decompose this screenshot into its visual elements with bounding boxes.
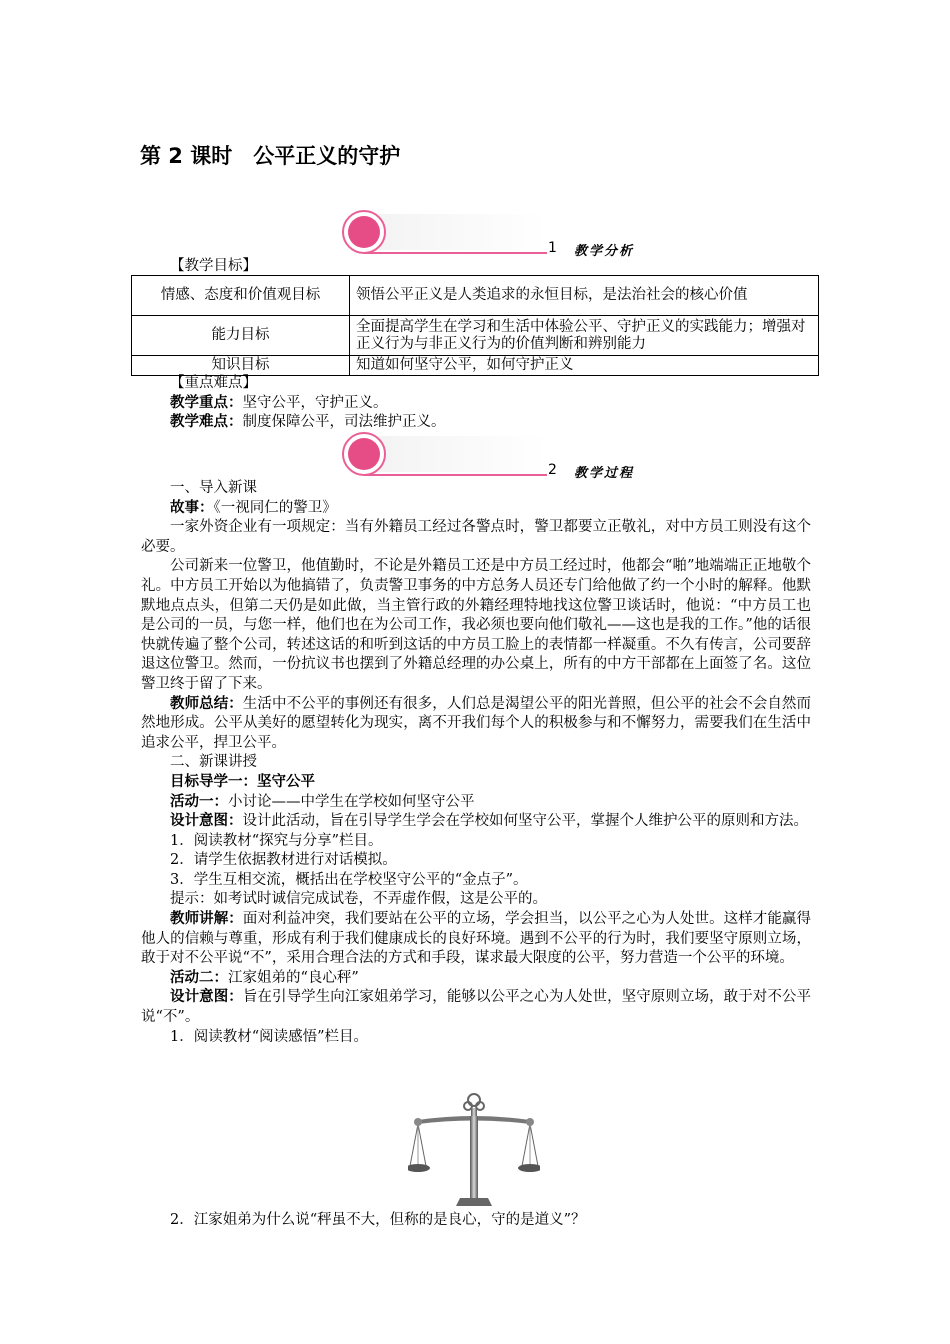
intent1: [141, 812, 811, 832]
final-question-block: [141, 1211, 811, 1231]
banner-line: [364, 474, 547, 476]
activity1: [141, 793, 811, 813]
banner-label: 教学过程: [574, 466, 635, 481]
goal1-heading: 目标导学一：坚守公平: [170, 773, 315, 790]
summary-text: 生活中不公平的事例还有很多，人们总是渴望公平的阳光普照，但公平的社会不会自然而然地形成。公平从美好的愿望转化为现实，离不开我们每个人的积极参与和不懈努力，需要我们在生活中追求公平，捍卫公平。: [141, 695, 812, 751]
part1-heading: 一、导入新课: [170, 480, 257, 496]
key-point-text: 坚守公平，守护正义。: [242, 394, 388, 411]
intent-label: 设计意图：: [170, 813, 243, 830]
lesson-body: [141, 479, 811, 1047]
banner-band: [368, 436, 548, 472]
step-item: 2．请学生依据教材进行对话模拟。: [170, 852, 397, 869]
goal-value: 全面提高学生在学习和生活中体验公平、守护正义的实践能力；增强对正义行为与非正义行为的价值判断和辨别能力: [350, 316, 819, 356]
intent-text: 旨在引导学生向江家姐弟学习，能够以公平之心为人处世，坚守原则立场，敢于对不公平说“不”。: [141, 989, 812, 1026]
banner-dot-icon: [348, 216, 380, 248]
activity2-title: 江家姐弟的“良心秤”: [228, 969, 359, 986]
part2-heading: 二、新课讲授: [170, 754, 257, 771]
goal-value: 领悟公平正义是人类追求的永恒目标，是法治社会的核心价值: [350, 276, 819, 316]
goals-heading: 【教学目标】: [170, 258, 257, 274]
story-title: 《一视同仁的警卫》: [213, 499, 337, 516]
key-point: [141, 394, 811, 414]
story-line: [141, 499, 811, 519]
goal-value: 知道如何坚守公平，如何守护正义: [350, 356, 819, 376]
banner-line: [364, 252, 547, 254]
activity2: [141, 969, 811, 989]
goal-key: 知识目标: [132, 356, 350, 376]
banner-band: [368, 214, 548, 250]
activity1-title: 小讨论——中学生在学校如何坚守公平: [228, 793, 475, 810]
summary-label: 教师总结：: [170, 695, 243, 712]
intent-text: 设计此活动，旨在引导学生学会在学校如何坚守公平，掌握个人维护公平的原则和方法。: [242, 813, 808, 830]
banner-number: 1: [548, 240, 557, 256]
step-item: 1．阅读教材“探究与分享”栏目。: [170, 832, 383, 849]
table-row: [132, 316, 819, 356]
intent-label: 设计意图：: [170, 989, 243, 1006]
section-banner-analysis: [342, 210, 662, 258]
table-row: [132, 276, 819, 316]
teacher-summary: [141, 695, 811, 754]
key-point-label: 教学难点：: [170, 414, 243, 431]
story-label: 故事：: [170, 499, 214, 516]
step-item: 2．江家姐弟为什么说“秤虽不大，但称的是良心，守的是道义”？: [170, 1212, 586, 1228]
table-row: [132, 356, 819, 376]
story-paragraph: 公司新来一位警卫，他值勤时，不论是外籍员工还是中方员工经过时，他都会“啪”地端端正正地敬个礼。中方员工开始以为他搞错了，负责警卫事务的中方总务人员还专门给他做了约一个小时的解释。他默默地点点头，但第二天仍是如此做，当主管行政的外籍经理特地找这位警卫谈话时，他说：“中方员工也是公司的一员，与您一样，他们也在为公司工作，我必须也要向他们敬礼——这也是我的工作。”他的话很快就传遍了整个公司，转述这话的和听到这话的中方员工脸上的表情都一样凝重。不久有传言，公司要辞退这位警卫。然而，一份抗议书也摆到了外籍总经理的办公桌上，所有的中方干部都在上面签了名。这位警卫终于留了下来。: [141, 558, 811, 692]
key-point: [141, 413, 811, 433]
activity1-label: 活动一：: [170, 793, 228, 810]
goals-heading-block: [141, 257, 811, 277]
step-item: 3．学生互相交流，概括出在学校坚守公平的“金点子”。: [170, 871, 528, 888]
explain-text: 面对利益冲突，我们要站在公平的立场，学会担当，以公平之心为人处世。这样才能赢得他人的信赖与尊重，形成有利于我们健康成长的良好环境。遇到不公平的行为时，我们要坚守原则立场，敢于对不公平说“不”，采用合理合法的方式和手段，谋求最大限度的公平，努力营造一个公平的环境。: [141, 911, 812, 967]
goal-key: 能力目标: [132, 316, 350, 356]
page-title: 第 2 课时 公平正义的守护: [140, 144, 401, 168]
key-point-label: 教学重点：: [170, 394, 243, 411]
step-item: 1．阅读教材“阅读感悟”栏目。: [170, 1028, 369, 1045]
hint: 提示：如考试时诚信完成试卷，不弄虚作假，这是公平的。: [170, 891, 547, 908]
key-heading: 【重点难点】: [170, 375, 257, 391]
key-points-block: [141, 374, 811, 433]
intent2: [141, 988, 811, 1027]
banner-number: 2: [548, 462, 557, 478]
section-banner-process: [342, 432, 662, 480]
explain-label: 教师讲解：: [170, 911, 243, 928]
key-point-text: 制度保障公平，司法维护正义。: [242, 414, 446, 431]
teacher-explain: [141, 910, 811, 969]
goals-table: [131, 275, 819, 376]
banner-dot-icon: [348, 438, 380, 470]
story-paragraph: 一家外资企业有一项规定：当有外籍员工经过各警点时，警卫都要立正敬礼，对中方员工则没有这个必要。: [141, 519, 811, 555]
goal-key: 情感、态度和价值观目标: [132, 276, 350, 316]
activity2-label: 活动二：: [170, 969, 228, 986]
banner-label: 教学分析: [574, 244, 635, 259]
balance-scale-icon: [408, 1090, 540, 1208]
